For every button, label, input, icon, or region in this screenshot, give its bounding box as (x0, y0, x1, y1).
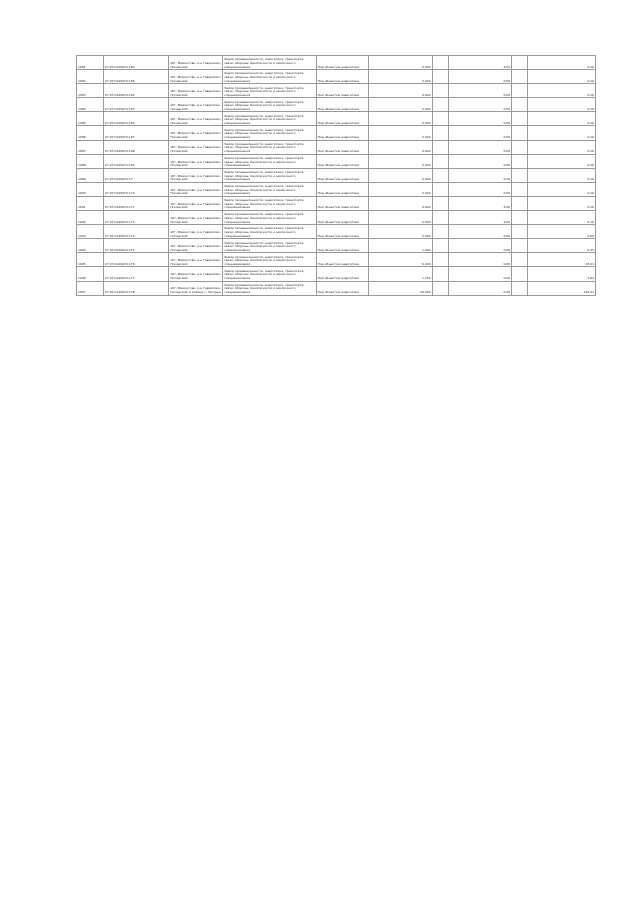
land-category-cell: Земли промышленности, энергетики, транспорта, связи, обороны, безопасности и земли иного спецназначения (223, 267, 316, 281)
empty-cell (512, 70, 528, 84)
cadastral-number-cell: 27:07:0109015:168 (103, 140, 169, 154)
cadastral-number-cell: 27:07:0109015:17 (103, 168, 169, 182)
plot-address-cell: хбт. Мамонтовк, р-н Гаврилово-Посадский (169, 211, 223, 225)
row-number-cell: 1085 (77, 112, 104, 126)
plot-area-cell: 0,004 (369, 56, 432, 70)
rate-coefficient-cell: 0,00 (448, 98, 511, 112)
tax-sum-cell: 0,16 (528, 126, 596, 140)
land-category-cell: Земли промышленности, энергетики, транспорта, связи, обороны, безопасности и земли иного спецназначения (223, 182, 316, 196)
land-category-cell: Земли промышленности, энергетики, транспорта, связи, обороны, безопасности и земли иного спецназначения (223, 168, 316, 182)
row-number-cell: 1097 (77, 281, 104, 295)
row-number-cell: 1095 (77, 253, 104, 267)
row-number-cell: 1093 (77, 225, 104, 239)
rate-coefficient-cell: 0,00 (448, 154, 511, 168)
table-row (77, 140, 596, 154)
empty-cell (432, 281, 448, 295)
tax-sum-cell: 0,16 (528, 196, 596, 210)
empty-cell (432, 196, 448, 210)
table-row (77, 239, 596, 253)
plot-area-cell: 1,254 (369, 267, 432, 281)
row-number-cell: 1081 (77, 56, 104, 70)
empty-cell (512, 239, 528, 253)
empty-cell (512, 196, 528, 210)
land-category-cell: Земли промышленности, энергетики, транспорта, связи, обороны, безопасности и земли иного спецназначения (223, 239, 316, 253)
permitted-use-cell: Под объектом энергетики (316, 253, 369, 267)
row-number-cell: 1094 (77, 239, 104, 253)
empty-cell (432, 168, 448, 182)
tax-sum-cell: 0,60 (528, 225, 596, 239)
tax-sum-cell: 0,45 (528, 239, 596, 253)
rate-coefficient-cell: 0,00 (448, 281, 511, 295)
plot-address-cell: хбт. Мамонтовк, р-н Гаврилово-Посадский (169, 225, 223, 239)
row-number-cell: 1083 (77, 84, 104, 98)
row-number-cell: 1088 (77, 154, 104, 168)
plot-area-cell: 0,004 (369, 84, 432, 98)
rate-coefficient-cell: 0,00 (448, 84, 511, 98)
empty-cell (512, 253, 528, 267)
plot-area-cell: 6,404 (369, 253, 432, 267)
cadastral-number-cell: 27:07:0109015:185 (103, 70, 169, 84)
plot-area-cell: 0,004 (369, 196, 432, 210)
empty-cell (512, 140, 528, 154)
permitted-use-cell: Под объектом энергетики (316, 196, 369, 210)
permitted-use-cell: Под объектом энергетики (316, 267, 369, 281)
plot-area-cell: 0,004 (369, 126, 432, 140)
plot-address-cell: хбт. Мамонтовк, р-н Гаврилово-Посадский (169, 168, 223, 182)
plot-area-cell: 0,004 (369, 182, 432, 196)
plot-address-cell: хбт. Мамонтовк, р-н Гаврилово-Посадский (169, 98, 223, 112)
tax-sum-cell: 0,16 (528, 182, 596, 196)
permitted-use-cell: Под объектом энергетики (316, 84, 369, 98)
empty-cell (432, 112, 448, 126)
empty-cell (512, 112, 528, 126)
land-plots-table (76, 55, 596, 296)
land-category-cell: Земли промышленности, энергетики, транспорта, связи, обороны, безопасности и земли иного спецназначения (223, 196, 316, 210)
plot-area-cell: 0,004 (369, 154, 432, 168)
plot-address-cell: хбт. Мамонтовк, р-н Гаврилово-Посадский (169, 239, 223, 253)
cadastral-number-cell: 27:07:0109015:183 (103, 56, 169, 70)
permitted-use-cell: Под объектом энергетики (316, 98, 369, 112)
plot-address-cell: хбт. Мамонтовк, р-н Гаврилово-Посадский (169, 140, 223, 154)
land-category-cell: Земли промышленности, энергетики, транспорта, связи, обороны, безопасности и земли иного спецназначения (223, 140, 316, 154)
plot-area-cell: 50,004 (369, 281, 432, 295)
tax-sum-cell: 0,16 (528, 98, 596, 112)
table-row (77, 225, 596, 239)
table-row (77, 267, 596, 281)
empty-cell (432, 70, 448, 84)
empty-cell (432, 211, 448, 225)
cadastral-number-cell: 27:07:0109015:176 (103, 253, 169, 267)
empty-cell (432, 182, 448, 196)
cadastral-number-cell: 27:07:0109015:170 (103, 182, 169, 196)
permitted-use-cell: Под объектом энергетики (316, 126, 369, 140)
land-category-cell: Земли промышленности, энергетики, транспорта, связи, обороны, безопасности и земли иного спецназначения (223, 84, 316, 98)
row-number-cell: 1084 (77, 98, 104, 112)
table-row (77, 253, 596, 267)
empty-cell (432, 56, 448, 70)
rate-coefficient-cell: 0,00 (448, 267, 511, 281)
empty-cell (432, 225, 448, 239)
permitted-use-cell: Под объектом энергетики (316, 154, 369, 168)
tax-sum-cell: 18,41 (528, 253, 596, 267)
row-number-cell: 1089 (77, 168, 104, 182)
permitted-use-cell: Под объектом энергетики (316, 70, 369, 84)
tax-sum-cell: 0,16 (528, 112, 596, 126)
plot-area-cell: 0,004 (369, 70, 432, 84)
plot-address-cell: хбт. Мамонтовк, р-н Гаврилово-Посадский (169, 267, 223, 281)
tax-sum-cell: 145,41 (528, 281, 596, 295)
table-row (77, 112, 596, 126)
empty-cell (512, 98, 528, 112)
empty-cell (432, 98, 448, 112)
tax-sum-cell: 1,84 (528, 267, 596, 281)
plot-area-cell: 0,004 (369, 168, 432, 182)
tax-sum-cell: 0,16 (528, 168, 596, 182)
empty-cell (512, 225, 528, 239)
rate-coefficient-cell: 0,00 (448, 168, 511, 182)
cadastral-number-cell: 27:07:0109015:167 (103, 126, 169, 140)
rate-coefficient-cell: 2,00 (448, 196, 511, 210)
rate-coefficient-cell: 0,00 (448, 253, 511, 267)
rate-coefficient-cell: 0,00 (448, 182, 511, 196)
empty-cell (432, 84, 448, 98)
table-row (77, 196, 596, 210)
empty-cell (512, 154, 528, 168)
row-number-cell: 1092 (77, 211, 104, 225)
table-row (77, 98, 596, 112)
tax-sum-cell: 0,16 (528, 211, 596, 225)
rate-coefficient-cell: 0,00 (448, 112, 511, 126)
table-row (77, 211, 596, 225)
row-number-cell: 1091 (77, 196, 104, 210)
row-number-cell: 1087 (77, 140, 104, 154)
empty-cell (512, 211, 528, 225)
tax-sum-cell: 0,16 (528, 140, 596, 154)
permitted-use-cell: Под объектом энергетики (316, 112, 369, 126)
plot-area-cell: 0,004 (369, 98, 432, 112)
empty-cell (432, 239, 448, 253)
table-row (77, 84, 596, 98)
table-row (77, 168, 596, 182)
table-row (77, 182, 596, 196)
land-category-cell: Земли промышленности, энергетики, транспорта, связи, обороны, безопасности и земли иного спецназначения (223, 70, 316, 84)
tax-sum-cell: 0,16 (528, 84, 596, 98)
cadastral-number-cell: 27:07:0109015:171 (103, 196, 169, 210)
land-category-cell: Земли промышленности, энергетики, транспорта, связи, обороны, безопасности и земли иного спецназначения (223, 112, 316, 126)
empty-cell (512, 126, 528, 140)
cadastral-number-cell: 27:07:0109015:175 (103, 239, 169, 253)
empty-cell (432, 253, 448, 267)
cadastral-number-cell: 27:07:0109015:177 (103, 267, 169, 281)
permitted-use-cell: Под объектом энергетики (316, 56, 369, 70)
tax-sum-cell: 0,16 (528, 154, 596, 168)
plot-address-cell: хбт. Мамонтовк, р-н Гаврилово-Посадский (169, 253, 223, 267)
land-category-cell: Земли промышленности, энергетики, транспорта, связи, обороны, безопасности и земли иного спецназначения (223, 154, 316, 168)
rate-coefficient-cell: 0,00 (448, 126, 511, 140)
plot-area-cell: 1,004 (369, 239, 432, 253)
tax-sum-cell: 0,16 (528, 70, 596, 84)
rate-coefficient-cell: 0,00 (448, 225, 511, 239)
cadastral-number-cell: 27:07:0109015:174 (103, 225, 169, 239)
empty-cell (432, 126, 448, 140)
row-number-cell: 1096 (77, 267, 104, 281)
permitted-use-cell: Под объектом энергетики (316, 239, 369, 253)
plot-address-cell: хбт. Мамонтовк, р-н Гаврилово-Посадский (169, 196, 223, 210)
empty-cell (432, 154, 448, 168)
table-row (77, 56, 596, 70)
land-category-cell: Земли промышленности, энергетики, транспорта, связи, обороны, безопасности и земли иного спецназначения (223, 56, 316, 70)
cadastral-number-cell: 27:07:0109015:163 (103, 98, 169, 112)
empty-cell (512, 267, 528, 281)
cadastral-number-cell: 27:07:0109015:172 (103, 211, 169, 225)
rate-coefficient-cell: 0,00 (448, 239, 511, 253)
empty-cell (512, 182, 528, 196)
plot-address-cell: хбт. Мамонтовк, р-н Гаврилово-Посадский (169, 56, 223, 70)
empty-cell (432, 140, 448, 154)
land-category-cell: Земли промышленности, энергетики, транспорта, связи, обороны, безопасности и земли иного спецназначения (223, 211, 316, 225)
cadastral-number-cell: 27:07:0109015:162 (103, 84, 169, 98)
table-row (77, 126, 596, 140)
cadastral-number-cell: 27:07:0109015:178 (103, 281, 169, 295)
permitted-use-cell: Под объектом энергетики (316, 182, 369, 196)
land-category-cell: Земли промышленности, энергетики, транспорта, связи, обороны, безопасности и земли иного спецназначения (223, 253, 316, 267)
cadastral-number-cell: 27:07:0109015:164 (103, 112, 169, 126)
plot-area-cell: 0,004 (369, 112, 432, 126)
plot-address-cell: хбт. Мамонтовк, р-н Гаврилово-Посадский (169, 112, 223, 126)
plot-area-cell: 0,004 (369, 225, 432, 239)
permitted-use-cell: Под объектом энергетики (316, 281, 369, 295)
tax-sum-cell: 0,16 (528, 56, 596, 70)
plot-address-cell: хбт. Мамонтовк, р-н Гаврилово-Посадский (169, 126, 223, 140)
empty-cell (512, 56, 528, 70)
rate-coefficient-cell: 0,00 (448, 140, 511, 154)
rate-coefficient-cell: 0,00 (448, 70, 511, 84)
table-row (77, 154, 596, 168)
table-row (77, 281, 596, 295)
empty-cell (512, 84, 528, 98)
land-category-cell: Земли промышленности, энергетики, транспорта, связи, обороны, безопасности и земли иного спецназначения (223, 281, 316, 295)
plot-area-cell: 0,004 (369, 140, 432, 154)
permitted-use-cell: Под объектом энергетики (316, 140, 369, 154)
plot-address-cell: хбт. Мамонтовк, р-н Гаврилово-Посадский (169, 154, 223, 168)
row-number-cell: 1090 (77, 182, 104, 196)
land-category-cell: Земли промышленности, энергетики, транспорта, связи, обороны, безопасности и земли иного спецназначения (223, 126, 316, 140)
rate-coefficient-cell: 2,00 (448, 211, 511, 225)
permitted-use-cell: Под объектом энергетики (316, 168, 369, 182)
plot-address-cell: хбт. Мамонтовк, р-н Гаврилово-Посадский, в районе с. Загорье (169, 281, 223, 295)
row-number-cell: 1086 (77, 126, 104, 140)
plot-address-cell: хбт. Мамонтовк, р-н Гаврилово-Посадский (169, 84, 223, 98)
empty-cell (512, 281, 528, 295)
row-number-cell: 1082 (77, 70, 104, 84)
permitted-use-cell: Под объектом энергетики (316, 225, 369, 239)
plot-address-cell: хбт. Мамонтовк, р-н Гаврилово-Посадский (169, 70, 223, 84)
empty-cell (512, 168, 528, 182)
table-row (77, 70, 596, 84)
rate-coefficient-cell: 2,00 (448, 56, 511, 70)
permitted-use-cell: Под объектом энергетики (316, 211, 369, 225)
cadastral-number-cell: 27:07:0109015:169 (103, 154, 169, 168)
empty-cell (432, 267, 448, 281)
plot-area-cell: 0,004 (369, 211, 432, 225)
land-category-cell: Земли промышленности, энергетики, транспорта, связи, обороны, безопасности и земли иного спецназначения (223, 225, 316, 239)
plot-address-cell: хбт. Мамонтовк, р-н Гаврилово-Посадский (169, 182, 223, 196)
table-body (77, 56, 596, 296)
land-category-cell: Земли промышленности, энергетики, транспорта, связи, обороны, безопасности и земли иного спецназначения (223, 98, 316, 112)
